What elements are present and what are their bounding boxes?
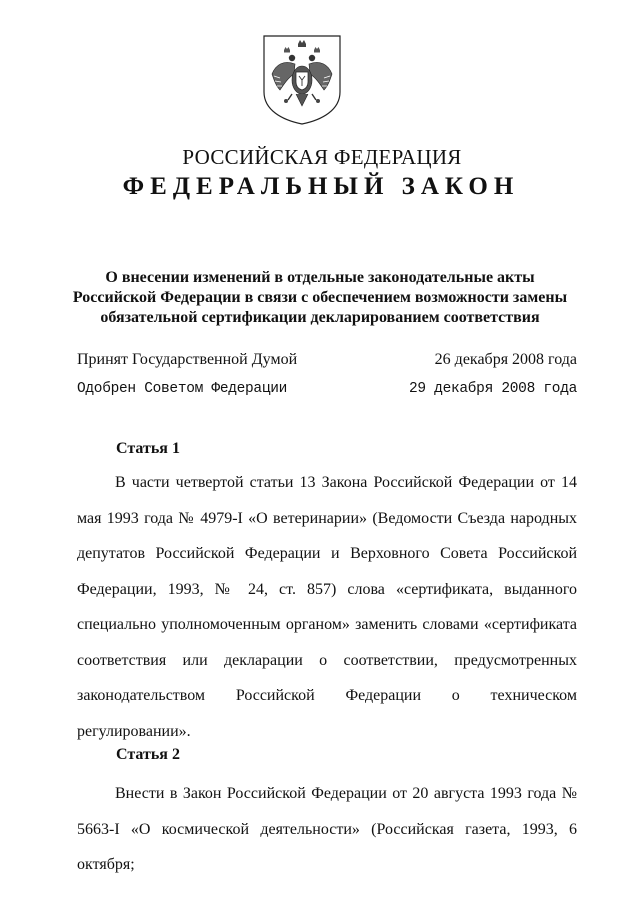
adoption-duma-row [77,351,577,369]
law-type-title: ФЕДЕРАЛЬНЫЙ ЗАКОН [122,173,520,200]
article-1-heading: Статья 1 [116,440,180,457]
council-label: Одобрен Советом Федерации [77,381,288,397]
article-2-text: Внести в Закон Российской Федерации от 20 августа 1993 года № 5663-I «О космической деятельности» (Российская газета, 1993, 6 октября; [77,785,577,873]
subject-line: Российской Федерации в связи с обеспечением возможности замены [72,289,568,306]
law-subject [60,268,580,328]
russian-coat-of-arms-icon [262,34,342,126]
country-name: РОССИЙСКАЯ ФЕДЕРАЦИЯ [182,145,462,169]
subject-line: О внесении изменений в отдельные законодательные акты [105,269,535,286]
council-date: 29 декабря 2008 года [408,381,577,397]
article-1-text: В части четвертой статьи 13 Закона Российской Федерации от 14 мая 1993 года № 4979-I «О ветеринарии» (Ведомости Съезда народных депутатов Российской Федерации и Верховного Совета Российской Федерации, 1993, № 24, ст. 857) слова «сертификата, выданного специально уполномоченным органом» заменить словами «сертификата соответствия или декларации о соответствии, предусмотренных законодательством Российской Федерации о техническом регулировании». [77,474,577,740]
duma-date: 26 декабря 2008 года [434,351,577,368]
article-2-heading: Статья 2 [116,746,180,763]
duma-label: Принят Государственной Думой [77,351,298,368]
subject-line: обязательной сертификации декларированием соответствия [100,309,540,326]
adoption-council-row [77,381,577,397]
